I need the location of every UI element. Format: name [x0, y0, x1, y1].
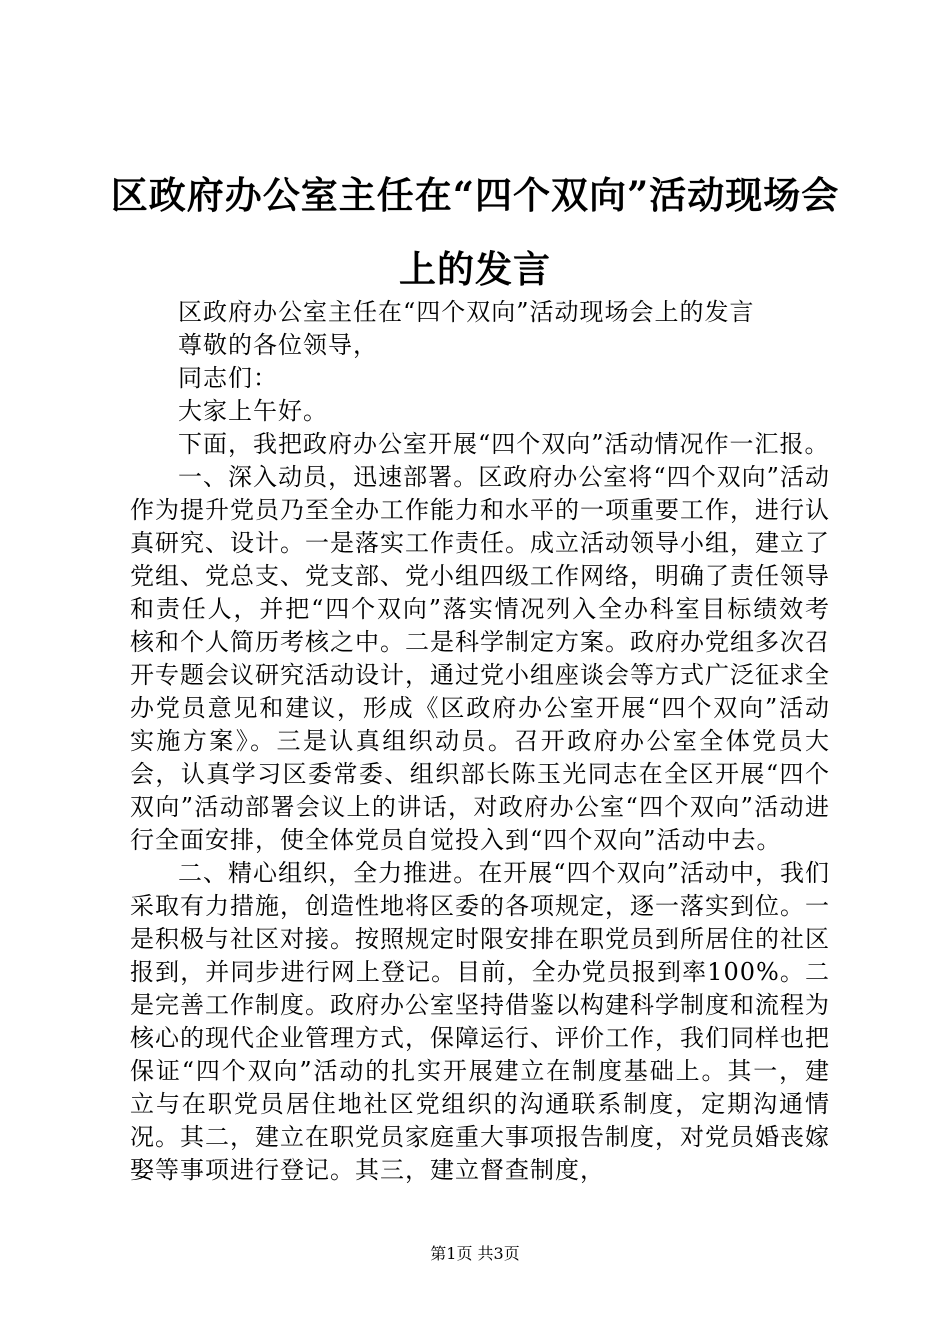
paragraph: 大家上午好。 — [178, 397, 328, 425]
paragraph: 尊敬的各位领导， — [178, 331, 378, 359]
paragraph: 下面，我把政府办公室开展“四个双向”活动情况作一汇报。 — [178, 430, 830, 458]
paragraph: 同志们： — [178, 364, 278, 392]
paragraph: 一、深入动员，迅速部署。区政府办公室将“四个双向”活动作为提升党员乃至全办工作能力和水平的一项重要工作，进行认真研究、设计。一是落实工作责任。成立活动领导小组，建立了党组、党总支、党支部、党小组四级工作网络，明确了责任领导和责任人，并把“四个双向”落实情况列入全办科室目标绩效考核和个人简历考核之中。二是科学制定方案。政府办党组多次召开专题会议研究活动设计，通过党小组座谈会等方式广泛征求全办党员意见和建议，形成《区政府办公室开展“四个双向”活动实施方案》。三是认真组织动员。召开政府办公室全体党员大会，认真学习区委常委、组织部长陈玉光同志在全区开展“四个双向”活动部署会议上的讲话，对政府办公室“四个双向”活动进行全面安排，使全体党员自觉投入到“四个双向”活动中去。 — [130, 463, 830, 854]
paragraph: 区政府办公室主任在“四个双向”活动现场会上的发言 — [178, 298, 755, 326]
paragraph: 二、精心组织，全力推进。在开展“四个双向”活动中，我们采取有力措施，创造性地将区委的各项规定，逐一落实到位。一是积极与社区对接。按照规定时限安排在职党员到所居住的社区报到，并同步进行网上登记。目前，全办党员报到率100%。二是完善工作制度。政府办公室坚持借鉴以构建科学制度和流程为核心的现代企业管理方式，保障运行、评价工作，我们同样也把保证“四个双向”活动的扎实开展建立在制度基础上。其一，建立与在职党员居住地社区党组织的沟通联系制度，定期沟通情况。其二，建立在职党员家庭重大事项报告制度，对党员婚丧嫁娶等事项进行登记。其三，建立督查制度， — [130, 859, 830, 1184]
document-title: 区政府办公室主任在“四个双向”活动现场会上的发言 — [110, 173, 840, 291]
page-footer: 第1页 共3页 — [430, 1244, 520, 1263]
document-body — [130, 296, 830, 1187]
